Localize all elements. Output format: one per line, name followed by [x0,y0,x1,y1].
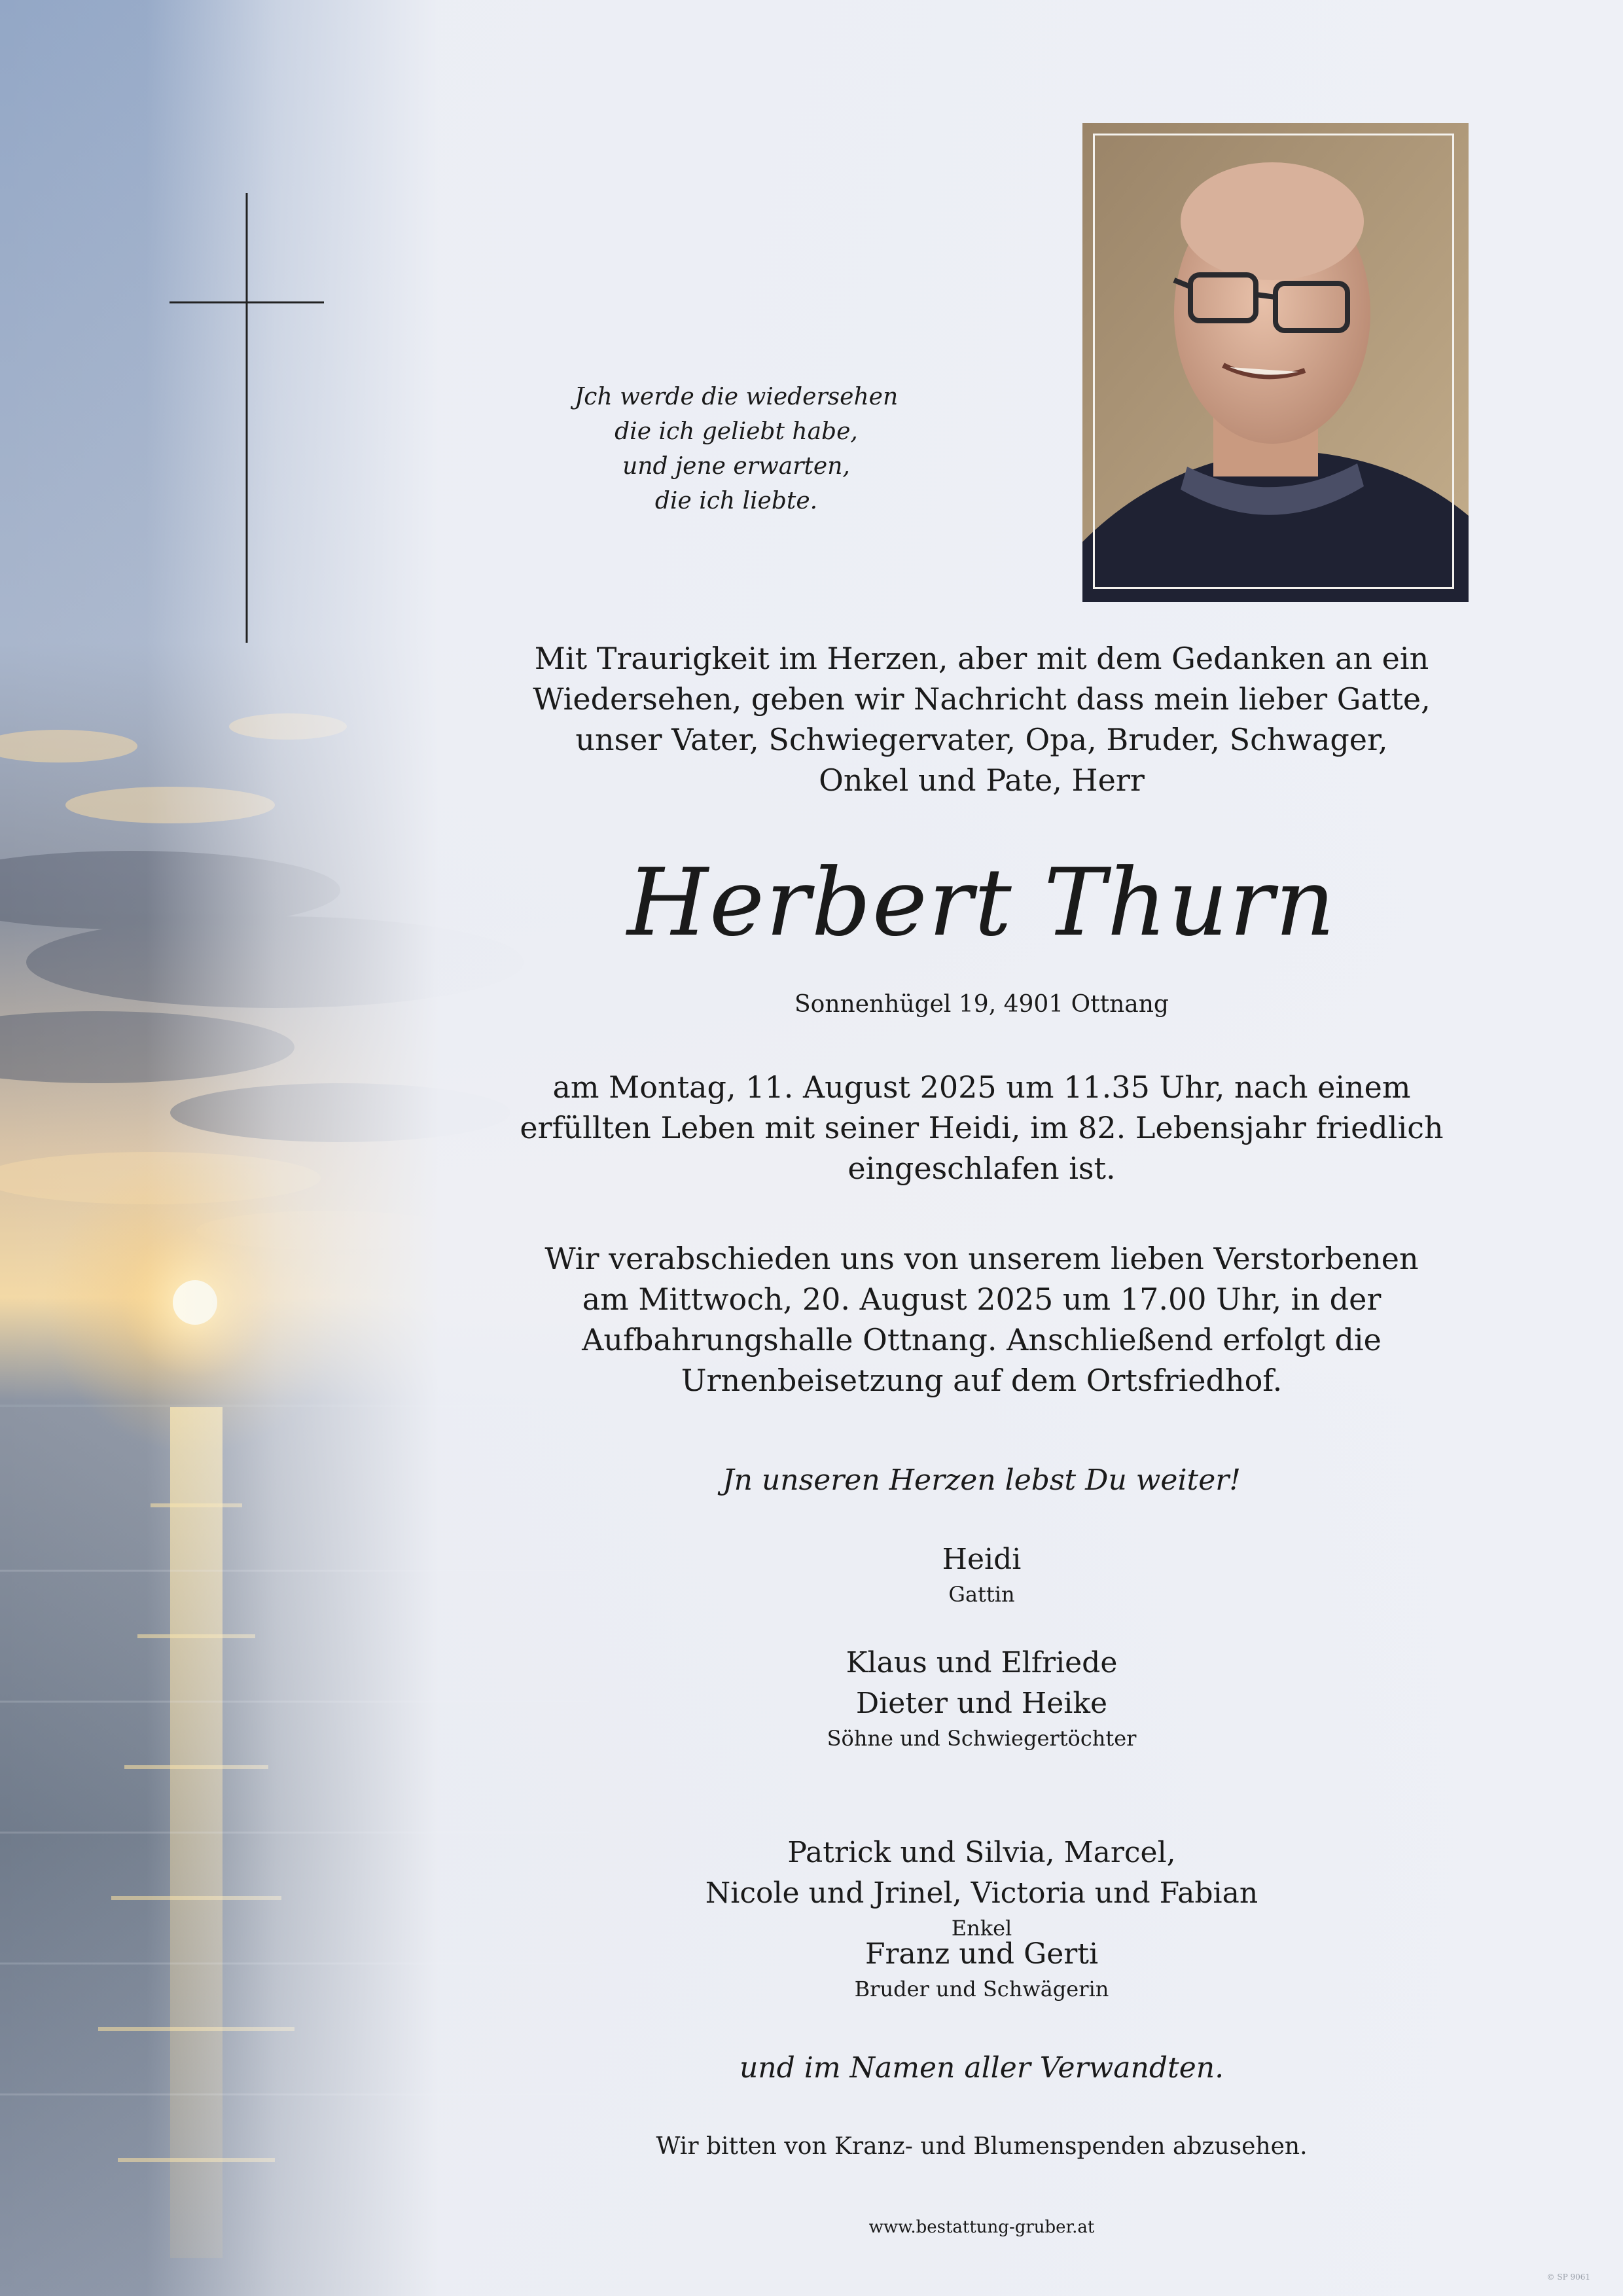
mourner-group [497,1934,1466,2003]
portrait-photo [1082,123,1469,602]
deceased-name: Herbert Thurn [627,849,1336,957]
mourner-role: Bruder und Schwägerin [854,1977,1109,2001]
cross-icon [0,0,340,655]
funeral-line: Aufbahrungshalle Ottnang. Anschließend erfolgt die [582,1322,1382,1357]
mourner-names: Patrick und Silvia, Marcel, [787,1836,1176,1869]
mourner-names: Franz und Gerti [865,1937,1099,1971]
funeral-line: am Mittwoch, 20. August 2025 um 17.00 Uhr, in der [582,1282,1382,1317]
closing-line: Jn unseren Herzen lebst Du weiter! [722,1463,1241,1497]
motto-line: die ich geliebt habe, [615,418,858,445]
death-line: am Montag, 11. August 2025 um 11.35 Uhr, nach einem [552,1069,1411,1105]
intro-line: Onkel und Pate, Herr [819,762,1145,798]
donation-request: Wir bitten von Kranz- und Blumenspenden abzusehen. [656,2133,1308,2160]
mourner-names: Klaus und Elfriede [846,1646,1118,1679]
address: Sonnenhügel 19, 4901 Ottnang [794,991,1169,1018]
mourner-names: Dieter und Heike [855,1687,1108,1720]
mourner-names: Heidi [942,1543,1022,1576]
relatives-line: und im Namen aller Verwandten. [739,2051,1224,2085]
death-line: eingeschlafen ist. [847,1151,1116,1186]
mourner-group [497,1833,1466,1943]
photo-border [1093,134,1454,589]
motto-line: und jene erwarten, [622,453,850,480]
intro-line: Mit Traurigkeit im Herzen, aber mit dem Gedanken an ein [534,641,1429,676]
mourner-group [497,1643,1466,1753]
mourner-role: Söhne und Schwiegertöchter [827,1726,1137,1751]
intro-line: unser Vater, Schwiegervater, Opa, Bruder, Schwager, [575,722,1388,757]
death-notice [497,1067,1466,1189]
funeral-home-website[interactable]: www.bestattung-gruber.at [868,2217,1095,2237]
death-line: erfüllten Leben mit seiner Heidi, im 82. Lebensjahr friedlich [520,1110,1444,1145]
mourner-role: Gattin [948,1582,1015,1607]
intro-line: Wiedersehen, geben wir Nachricht dass mein lieber Gatte, [533,681,1431,717]
funeral-line: Wir verabschieden uns von unserem lieben Verstorbenen [544,1241,1419,1276]
mourner-role: Enkel [951,1916,1012,1941]
funeral-notice [497,1238,1466,1401]
funeral-line: Urnenbeisetzung auf dem Ortsfriedhof. [681,1363,1283,1398]
mourner-group [497,1539,1466,1609]
intro-paragraph [497,638,1466,800]
template-code: © SP 9061 [1546,2272,1590,2282]
mourner-names: Nicole und Jrinel, Victoria und Fabian [705,1876,1258,1910]
motto-line: die ich liebte. [654,488,818,514]
motto-line: Jch werde die wiedersehen [574,384,899,410]
motto-verse [432,380,1041,518]
